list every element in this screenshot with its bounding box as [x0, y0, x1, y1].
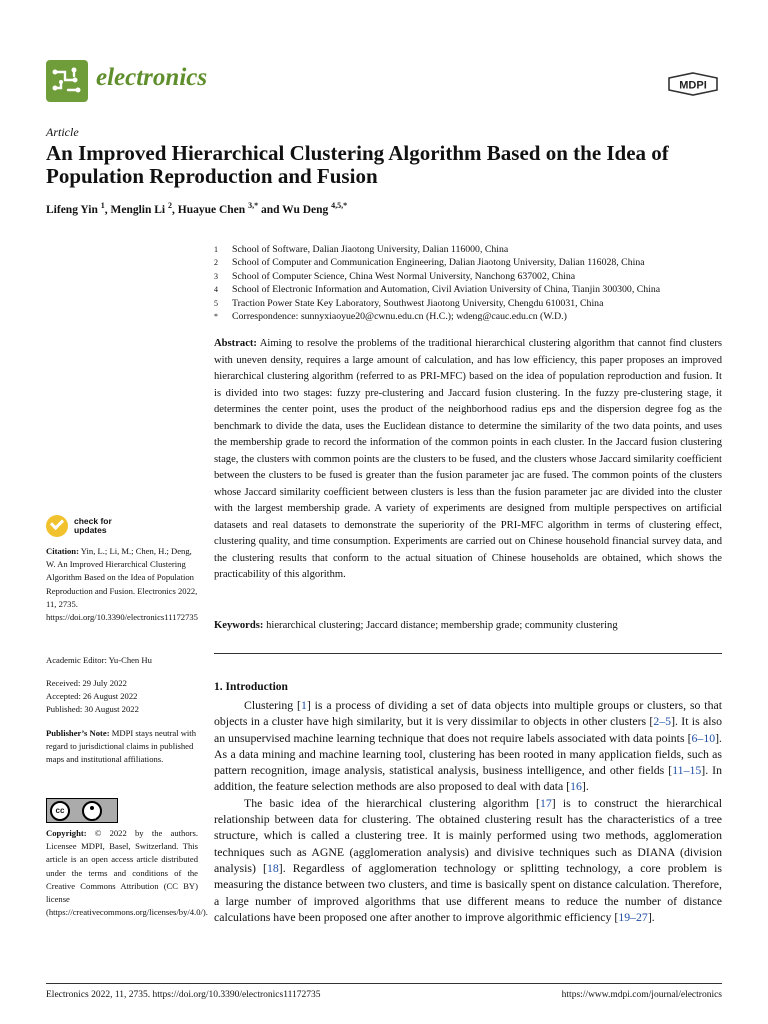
- author-affiliation: 3,*: [248, 201, 259, 210]
- author: Lifeng Yin: [46, 203, 98, 216]
- check-updates-line: updates: [74, 525, 107, 535]
- abstract-text: Aiming to resolve the problems of the traditional hierarchical clustering algorithm that cannot find clusters with uneven density, requires a large amount of calculation, and has low efficiency, this paper proposes an improved hierarchical clustering algorithm (referred to as PRI-MFC) based on the idea of population reproduction and fusion. It is divided into two stages: fuzzy pre-clustering and Jaccard fusion clustering. In the fuzzy pre-clustering stage, it determines the center point, uses the product of the neighborhood radius eps and the dispersion degree fog as the benchmark to divide the data, uses the Euclidean distance to determine the similarity of the two data points, and uses the membership grade to record the information of the common points in each cluster. In the Jaccard fusion clustering stage, the clusters with common points are the clusters to be fused, and the clusters whose Jaccard similarity coefficient between the clusters to be fused is greater than the fusion parameter jac are fused. The common points of the clusters whose Jaccard similarity coefficient between clusters is less than the fusion parameter jac are divided into the cluster with the largest membership grade. A variety of experiments are designed from multiple perspectives on artificial datasets and real datasets to demonstrate the superiority of the PRI-MFC algorithm in terms of clustering effect, clustering quality, and time consumption. Experiments are carried out on Chinese household financial survey data, and the clustering results that conform to the actual situation of Chinese households are obtained, which shows the practicability of this algorithm.: [214, 338, 722, 580]
- journal-logo: [46, 60, 88, 102]
- copyright: [46, 827, 208, 919]
- keywords-label: Keywords:: [214, 620, 264, 631]
- section-heading: 1. Introduction: [214, 681, 288, 693]
- correspondence: * Correspondence: sunnyxiaoyue20@cwnu.edu.cn (H.C.); wdeng@cauc.edu.cn (W.D.): [214, 311, 567, 323]
- publisher-note-text: MDPI stays neutral with regard to jurisdictional claims in published maps and institutional affiliations.: [46, 728, 196, 765]
- publisher-note: [46, 727, 198, 767]
- footer-citation: Electronics 2022, 11, 2735. https://doi.org/10.3390/electronics11172735: [46, 990, 321, 1000]
- publisher-note-label: Publisher’s Note:: [46, 728, 110, 738]
- cc-by-label: BY: [90, 815, 97, 821]
- paper-title: An Improved Hierarchical Clustering Algorithm Based on the Idea of Population Reproduction and Fusion: [46, 141, 669, 188]
- affiliation-item: 5 Traction Power State Key Laboratory, Southwest Jiaotong University, Chengdu 610031, China: [214, 297, 604, 309]
- author: Huayue Chen: [177, 203, 246, 216]
- keywords: [214, 620, 722, 631]
- check-updates-line: check for: [74, 516, 112, 526]
- affiliation-item: 4 School of Electronic Information and Automation, Civil Aviation University of China, Tianjin 300300, China: [214, 284, 661, 296]
- author: Wu Deng: [282, 203, 329, 216]
- citation: [46, 545, 198, 624]
- cc-icon: cc: [50, 801, 70, 821]
- author-affiliation: 4,5,*: [331, 201, 348, 210]
- checkmark-icon: [46, 515, 68, 537]
- paragraph: Clustering [1] is a process of dividing a set of data objects into multiple groups or clusters, so that objects in a cluster have high similarity, but it is very dissimilar to objects in other clusters [2–5]. It is also an unsupervised machine learning technique that does not require labels associated with data points [6–10]. As a data mining and machine learning tool, clustering has been rooted in many application fields, such as pattern recognition, image analysis, statistical analysis, business intelligence, and other fields [11–15]. In addition, the feature selection methods are also proposed to deal with data [16].: [214, 698, 723, 794]
- article-type: Article: [46, 125, 79, 139]
- paragraph: The basic idea of the hierarchical clustering algorithm [17] is to construct the hierarchical relationship between data for clustering. The obtained clustering result has the characteristics of a tree structure, which is called a clustering tree. It is mainly performed using two methods, agglomeration techniques such as AGNE (agglomeration analysis) and divisive techniques such as DIANA (division analysis) [18]. Regardless of agglomeration technology or splitting technology, a core problem is measuring the distance between two clusters, and time is basically spent on distance calculation. Therefore, a large number of improved algorithms that use different means to reduce the number of distance calculations have been proposed one after another to improve algorithmic efficiency [19–27].: [214, 795, 723, 924]
- mdpi-logo: [667, 72, 719, 96]
- journal-name: electronics: [96, 64, 208, 91]
- copyright-text: © 2022 by the authors. Licensee MDPI, Basel, Switzerland. This article is an open access article distributed under the terms and conditions of the Creative Commons Attribution (CC BY) license (https://creativecommons.org/licenses/by/4.0/).: [46, 828, 208, 918]
- published-date: Published: 30 August 2022: [46, 704, 139, 715]
- cc-by-license-badge[interactable]: [46, 798, 118, 823]
- keywords-text: hierarchical clustering; Jaccard distance; membership grade; community clustering: [266, 620, 618, 631]
- publication-dates: [46, 677, 198, 717]
- author-affiliation: 1: [100, 201, 105, 210]
- citation-text: Yin, L.; Li, M.; Chen, H.; Deng, W. An Improved Hierarchical Clustering Algorithm Based on the Idea of Population Reproduction and Fusion. Electronics 2022, 11, 2735. https://doi.org/10.3390/electronics11172735: [46, 546, 198, 623]
- received-date: Received: 29 July 2022: [46, 678, 127, 688]
- author-list: Lifeng Yin $^1$, Menglin Li $^2$, Huayue Chen $^{3,*}$ and Wu Deng $^{4,5,*}$: [46, 201, 348, 216]
- abstract-label: Abstract:: [214, 338, 257, 349]
- abstract: [214, 336, 722, 584]
- affiliation-item: 3 School of Computer Science, China West Normal University, Nanchong 637002, China: [214, 270, 576, 282]
- author-affiliation: 2: [168, 201, 173, 210]
- affiliations: [214, 243, 734, 323]
- footer-journal-url[interactable]: https://www.mdpi.com/journal/electronics: [561, 990, 722, 1000]
- copyright-label: Copyright:: [46, 828, 87, 838]
- footer-divider: [46, 983, 722, 984]
- academic-editor: Academic Editor: Yu-Chen Hu: [46, 655, 152, 665]
- svg-text:MDPI: MDPI: [679, 79, 707, 92]
- introduction-body: [214, 697, 722, 925]
- check-for-updates-badge[interactable]: [46, 515, 112, 537]
- affiliation-item: 1 School of Software, Dalian Jiaotong University, Dalian 116000, China: [214, 244, 509, 255]
- divider: [214, 653, 722, 654]
- affiliation-item: 2 School of Computer and Communication Engineering, Dalian Jiaotong University, Dalian 116028, China: [214, 257, 645, 269]
- accepted-date: Accepted: 26 August 2022: [46, 691, 138, 702]
- citation-label: Citation:: [46, 546, 79, 556]
- author: Menglin Li: [110, 203, 166, 216]
